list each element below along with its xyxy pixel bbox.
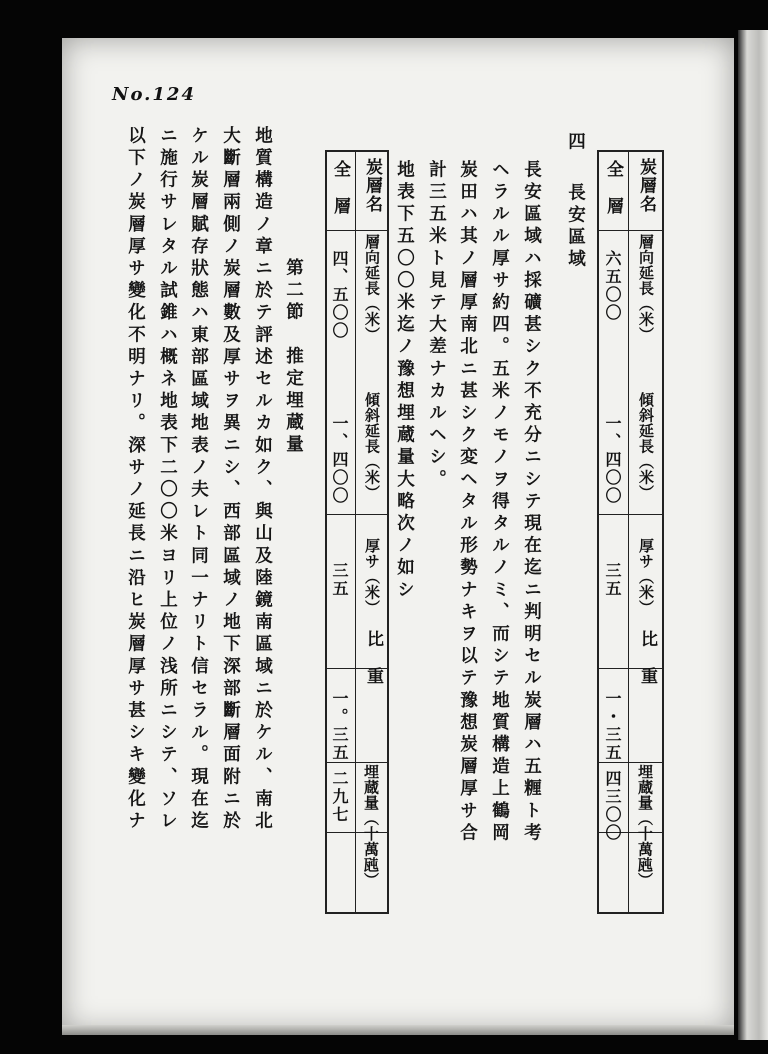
table2-header-strike: 層向延長（米）	[363, 234, 381, 343]
table2-header-thickness: 厚サ（米）	[363, 538, 381, 616]
body2-line-2: 大斷層兩側ノ炭層數及厚サヲ異ニシ、西部區域ノ地下深部斷層面附ニ於	[220, 126, 241, 834]
body2-line-5: 以下ノ炭層厚サ變化不明ナリ。深サノ延長ニ沿ヒ炭層厚サ甚シキ變化ナ	[125, 126, 146, 834]
table1-header-strike: 層向延長（米）	[637, 234, 655, 343]
table1-dip-value: 一、四〇〇	[603, 415, 622, 505]
table2-header-dip: 傾斜延長（米）	[363, 392, 381, 501]
page-bottom-edge	[62, 1025, 734, 1035]
table1-seam-value: 全 層	[603, 160, 623, 216]
table2-gravity-value: 一。三五	[330, 690, 349, 762]
body1-line-4: 計三五米ト見テ大差ナカルヘシ。	[426, 160, 447, 492]
table2-seam-value: 全 層	[330, 160, 350, 216]
body2-line-3: ケル炭層賦存狀態ハ東部區域地表ノ夫レト同一ナリト信セラル。現在迄	[188, 126, 209, 834]
subsection-heading: 第二節 推定埋蔵量	[283, 258, 304, 457]
table2-thickness-value: 三五	[330, 562, 349, 598]
page-number: No.124	[112, 84, 196, 105]
body1-line-2: ヘラルル厚サ約四。五米ノモノヲ得タルノミ、而シテ地質構造上鶴岡	[489, 160, 510, 846]
table2-strike-value: 四、五〇〇	[330, 250, 349, 340]
table2-header-gravity: 比 重	[363, 630, 383, 686]
body1-line-1: 長安區域ハ採礦甚シク不充分ニシテ現在迄ニ判明セル炭層ハ五糎ト考	[521, 160, 542, 846]
section-heading: 長安區域	[565, 183, 586, 272]
table2-reserve-value: 二九七	[330, 770, 349, 824]
table1-header-dip: 傾斜延長（米）	[637, 392, 655, 501]
table1-header-reserve: 埋蔵量（十萬瓲）	[636, 764, 654, 888]
table1-thickness-value: 三五	[603, 562, 622, 598]
table2-dip-value: 一、四〇〇	[330, 415, 349, 505]
body2-line-4: ニ施行サレタル試錐ハ概ネ地表下二〇〇米ヨリ上位ノ浅所ニシテ、ソレ	[157, 126, 178, 834]
table1-header-gravity: 比 重	[637, 630, 657, 686]
table1-reserve-value: 四三〇〇	[603, 770, 622, 842]
table1-strike-value: 六五〇〇	[603, 250, 622, 322]
table2-header-reserve: 埋蔵量（十萬瓲）	[362, 764, 380, 888]
body1-line-5: 地表下五〇〇米迄ノ豫想埋蔵量大略次ノ如シ	[394, 160, 415, 602]
section-number: 四	[565, 132, 586, 155]
body1-line-3: 炭田ハ其ノ層厚南北ニ甚シク変ヘタル形勢ナキヲ以テ豫想炭層厚サ合	[457, 160, 478, 846]
table1-gravity-value: 一・三五	[603, 690, 622, 762]
table1-header-seam: 炭層名	[636, 158, 656, 214]
table2-header-seam: 炭層名	[362, 158, 382, 214]
table1-header-thickness: 厚サ（米）	[637, 538, 655, 616]
body2-line-1: 地質構造ノ章ニ於テ評述セルカ如ク、與山及陸鏡南區域ニ於ケル、南北	[252, 126, 273, 834]
page-edge-shadow	[738, 30, 768, 1040]
